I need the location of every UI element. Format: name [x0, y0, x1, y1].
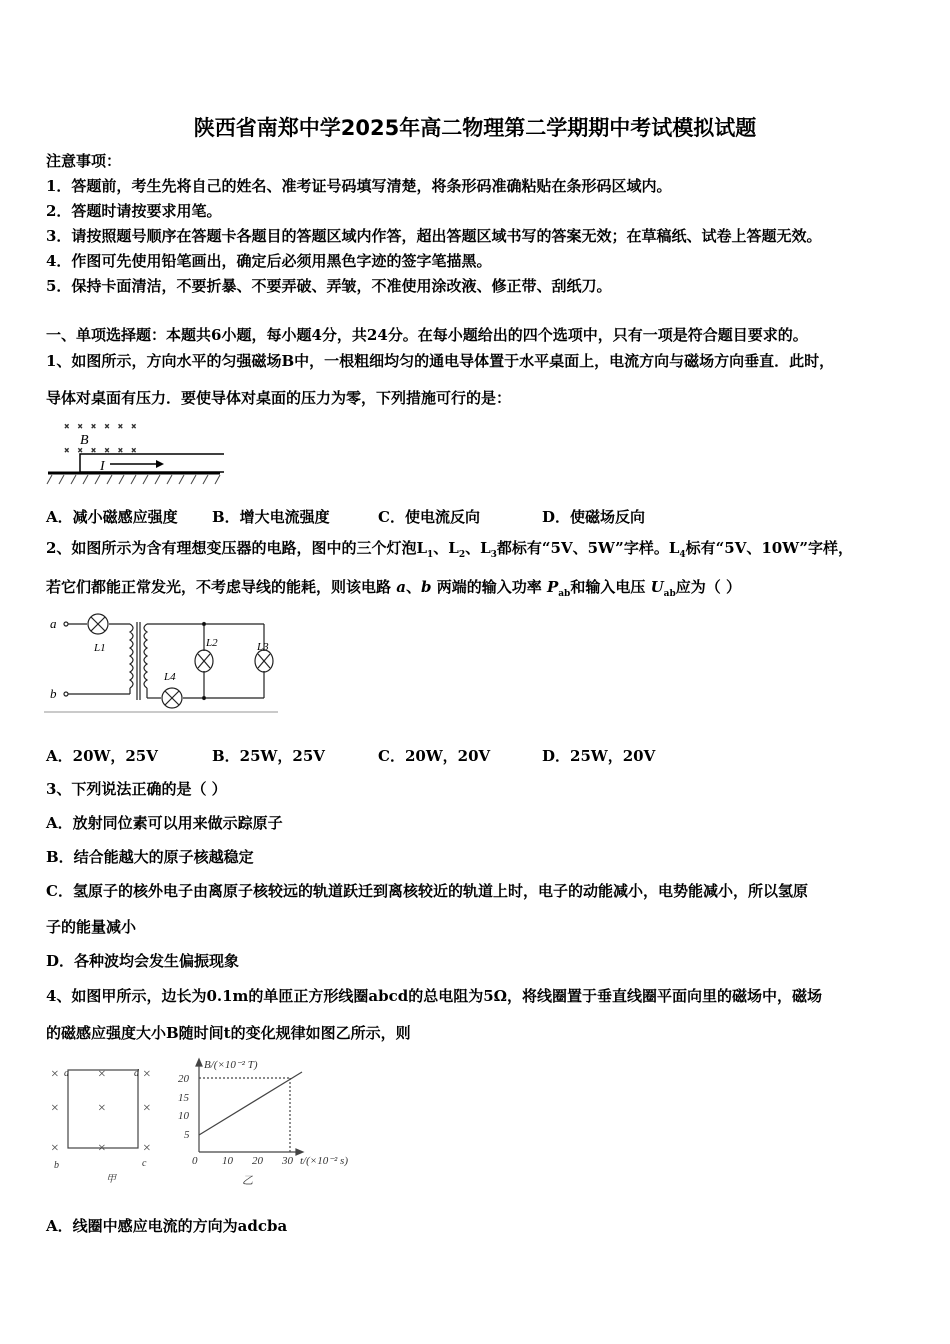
note-item: 2．答题时请按要求用笔。	[46, 202, 222, 220]
svg-text:c: c	[142, 1158, 147, 1169]
q2-stem-line1: 2、如图所示为含有理想变压器的电路，图中的三个灯泡$L_1$、$L_2$、$L_3$都标有“5V、5W”字样。$L_4$标有“5V、10W”字样，	[46, 539, 853, 560]
svg-text:× × × × × ×: × × × × × ×	[64, 446, 137, 455]
svg-text:a: a	[64, 1068, 69, 1079]
page-title: 陕西省南郑中学2025年高二物理第二学期期中考试模拟试题	[193, 116, 757, 140]
q1-option-b: B．增大电流强度	[212, 508, 330, 526]
svg-text:15: 15	[178, 1092, 189, 1104]
q4-figure-coil	[48, 1060, 158, 1190]
svg-text:×: ×	[50, 1101, 60, 1116]
q4-option-a: A．线圈中感应电流的方向为adcba	[46, 1217, 288, 1235]
q2-option-c: C．20W，20V	[378, 747, 491, 765]
q2-option-b: B．25W，25V	[212, 747, 325, 765]
section-heading: 一、单项选择题：本题共6小题，每小题4分，共24分。在每小题给出的四个选项中，只有一项是符合题目要求的。	[46, 326, 808, 344]
q2-stem-line2: 若它们都能正常发光，不考虑导线的能耗，则该电路 a、b 两端的输入功率 $P_{ab}$和输入电压 $U_{ab}$应为（ ）	[46, 578, 742, 599]
q2-option-a: A．20W，25V	[46, 747, 158, 765]
q3-option-c-cont: 子的能量减小	[46, 918, 137, 936]
current-label: I	[100, 459, 105, 474]
q3-stem: 3、下列说法正确的是（ ）	[46, 780, 227, 798]
note-item: 5．保持卡面清洁，不要折暴、不要弄破、弄皱，不准使用涂改液、修正带、刮纸刀。	[46, 277, 612, 295]
svg-text:20: 20	[178, 1073, 189, 1085]
q3-option-c: C．氢原子的核外电子由离原子核较远的轨道跃迁到离核较近的轨道上时，电子的动能减小，电势能减小，所以氢原	[46, 882, 808, 900]
svg-text:乙: 乙	[242, 1175, 253, 1187]
q1-stem: 导体对桌面有压力．要使导体对桌面的压力为零，下列措施可行的是：	[46, 389, 512, 407]
q1-stem: 1、如图所示，方向水平的匀强磁场B中，一根粗细均匀的通电导体置于水平桌面上，电流方向与磁场方向垂直．此时，	[46, 352, 835, 370]
svg-text:t/(×10⁻² s): t/(×10⁻² s)	[300, 1155, 348, 1167]
svg-text:b: b	[54, 1160, 59, 1171]
svg-text:甲: 甲	[106, 1174, 116, 1185]
svg-text:d: d	[134, 1068, 139, 1079]
lamp-l1	[88, 614, 108, 634]
field-crosses	[64, 422, 136, 455]
svg-text:B/(×10⁻² T): B/(×10⁻² T)	[204, 1059, 258, 1071]
svg-text:×: ×	[50, 1141, 60, 1156]
svg-text:0: 0	[192, 1155, 198, 1167]
svg-text:×: ×	[97, 1141, 107, 1156]
svg-text:L4: L4	[164, 671, 176, 683]
q3-option-d: D．各种波均会发生偏振现象	[46, 952, 240, 970]
notes-heading: 注意事项：	[46, 152, 122, 170]
svg-text:×: ×	[97, 1101, 107, 1116]
svg-text:×: ×	[142, 1067, 152, 1082]
lamp-l3	[255, 650, 273, 672]
q4-stem: 的磁感应强度大小B随时间t的变化规律如图乙所示，则	[46, 1024, 411, 1042]
lamp-l4	[162, 688, 182, 708]
q2-circuit-figure	[44, 608, 280, 716]
svg-text:L1: L1	[94, 642, 106, 654]
q1-option-d: D．使磁场反向	[542, 508, 646, 526]
svg-text:10: 10	[222, 1155, 233, 1167]
q1-option-c: C．使电流反向	[378, 508, 480, 526]
svg-text:30: 30	[282, 1155, 293, 1167]
svg-text:10: 10	[178, 1110, 189, 1122]
q3-option-a: A．放射同位素可以用来做示踪原子	[46, 814, 283, 832]
svg-text:×: ×	[142, 1141, 152, 1156]
q3-option-b: B．结合能越大的原子核越稳定	[46, 848, 254, 866]
svg-text:a: a	[50, 616, 57, 631]
q2-option-d: D．25W，20V	[542, 747, 656, 765]
q1-option-a: A．减小磁感应强度	[46, 508, 178, 526]
svg-text:L2: L2	[206, 637, 218, 649]
q4-figure-graph	[172, 1056, 372, 1192]
note-item: 1．答题前，考生先将自己的姓名、准考证号码填写清楚，将条形码准确粘贴在条形码区域内。	[46, 177, 672, 195]
q1-figure	[44, 418, 224, 490]
svg-text:× × × × × ×: × × × × × ×	[64, 422, 137, 431]
svg-text:×: ×	[97, 1067, 107, 1082]
note-item: 4．作图可先使用铅笔画出，确定后必须用黑色字迹的签字笔描黑。	[46, 252, 492, 270]
svg-text:×: ×	[142, 1101, 152, 1116]
note-item: 3．请按照题号顺序在答题卡各题目的答题区域内作答，超出答题区域书写的答案无效；在草稿纸、试卷上答题无效。	[46, 227, 822, 245]
field-label: B	[80, 433, 89, 448]
svg-text:b: b	[50, 686, 57, 701]
svg-text:×: ×	[50, 1067, 60, 1082]
q4-stem: 4、如图甲所示，边长为0.1m的单匝正方形线圈abcd的总电阻为5Ω，将线圈置于垂直线圈平面向里的磁场中，磁场	[46, 987, 823, 1005]
lamp-l2	[195, 650, 213, 672]
svg-text:L3: L3	[257, 641, 269, 653]
svg-text:20: 20	[252, 1155, 263, 1167]
svg-text:5: 5	[184, 1129, 190, 1141]
